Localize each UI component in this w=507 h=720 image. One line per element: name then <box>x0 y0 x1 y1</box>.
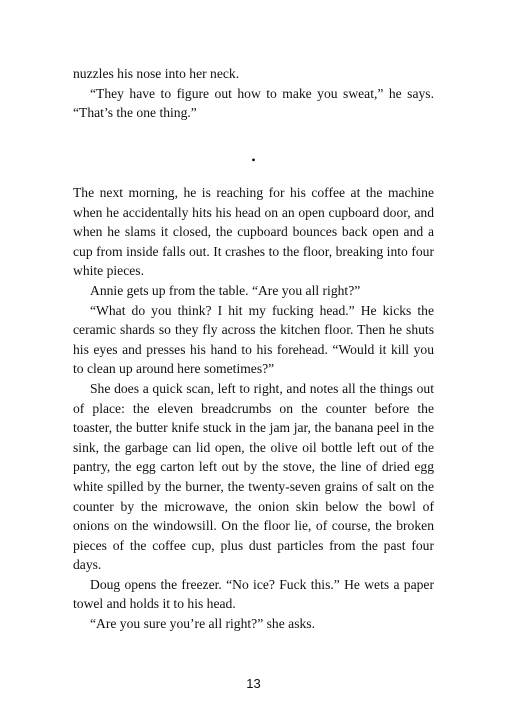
paragraph: “Are you sure you’re all right?” she asks. <box>90 616 315 632</box>
paragraph: She does a quick scan, left to right, and notes all the things out of place: the eleven breadcrumbs on the counter before the toaster, the butter knife stuck in the jam jar, the banana peel in the sink, the garbage can lid open, the olive oil bottle left out of the pantry, the egg carton left out by the stove, the line of dried egg white spilled by the burner, the twenty-seven grains of salt on the counter by the microwave, the onion skin below the bowl of onions on the windowsill. On the floor lie, of course, the broken pieces of the coffee cup, plus dust particles from the past four days. <box>73 380 434 573</box>
section-break-bullet: • <box>251 153 256 167</box>
paragraph: nuzzles his nose into her neck. <box>73 66 240 81</box>
paragraph: Doug opens the freezer. “No ice? Fuck this.” He wets a paper towel and holds it to his head. <box>73 576 434 612</box>
page-number: 13 <box>246 676 261 691</box>
paragraph: “What do you think? I hit my fucking head.” He kicks the ceramic shards so they fly across the kitchen floor. Then he shuts his eyes and presses his hand to his forehead. “Would it kill you to clean up around here sometimes?” <box>73 302 434 377</box>
main-text-block <box>73 183 434 634</box>
top-text-block <box>73 64 434 123</box>
paragraph: “They have to figure out how to make you sweat,” he says. “That’s the one thing.” <box>73 85 434 121</box>
paragraph: Annie gets up from the table. “Are you all right?” <box>90 282 361 298</box>
paragraph: The next morning, he is reaching for his coffee at the machine when he accidentally hits his head on an open cupboard door, and when he slams it closed, the cupboard bounces back open and a cup from inside falls out. It crashes to the floor, breaking into four white pieces. <box>73 185 434 279</box>
